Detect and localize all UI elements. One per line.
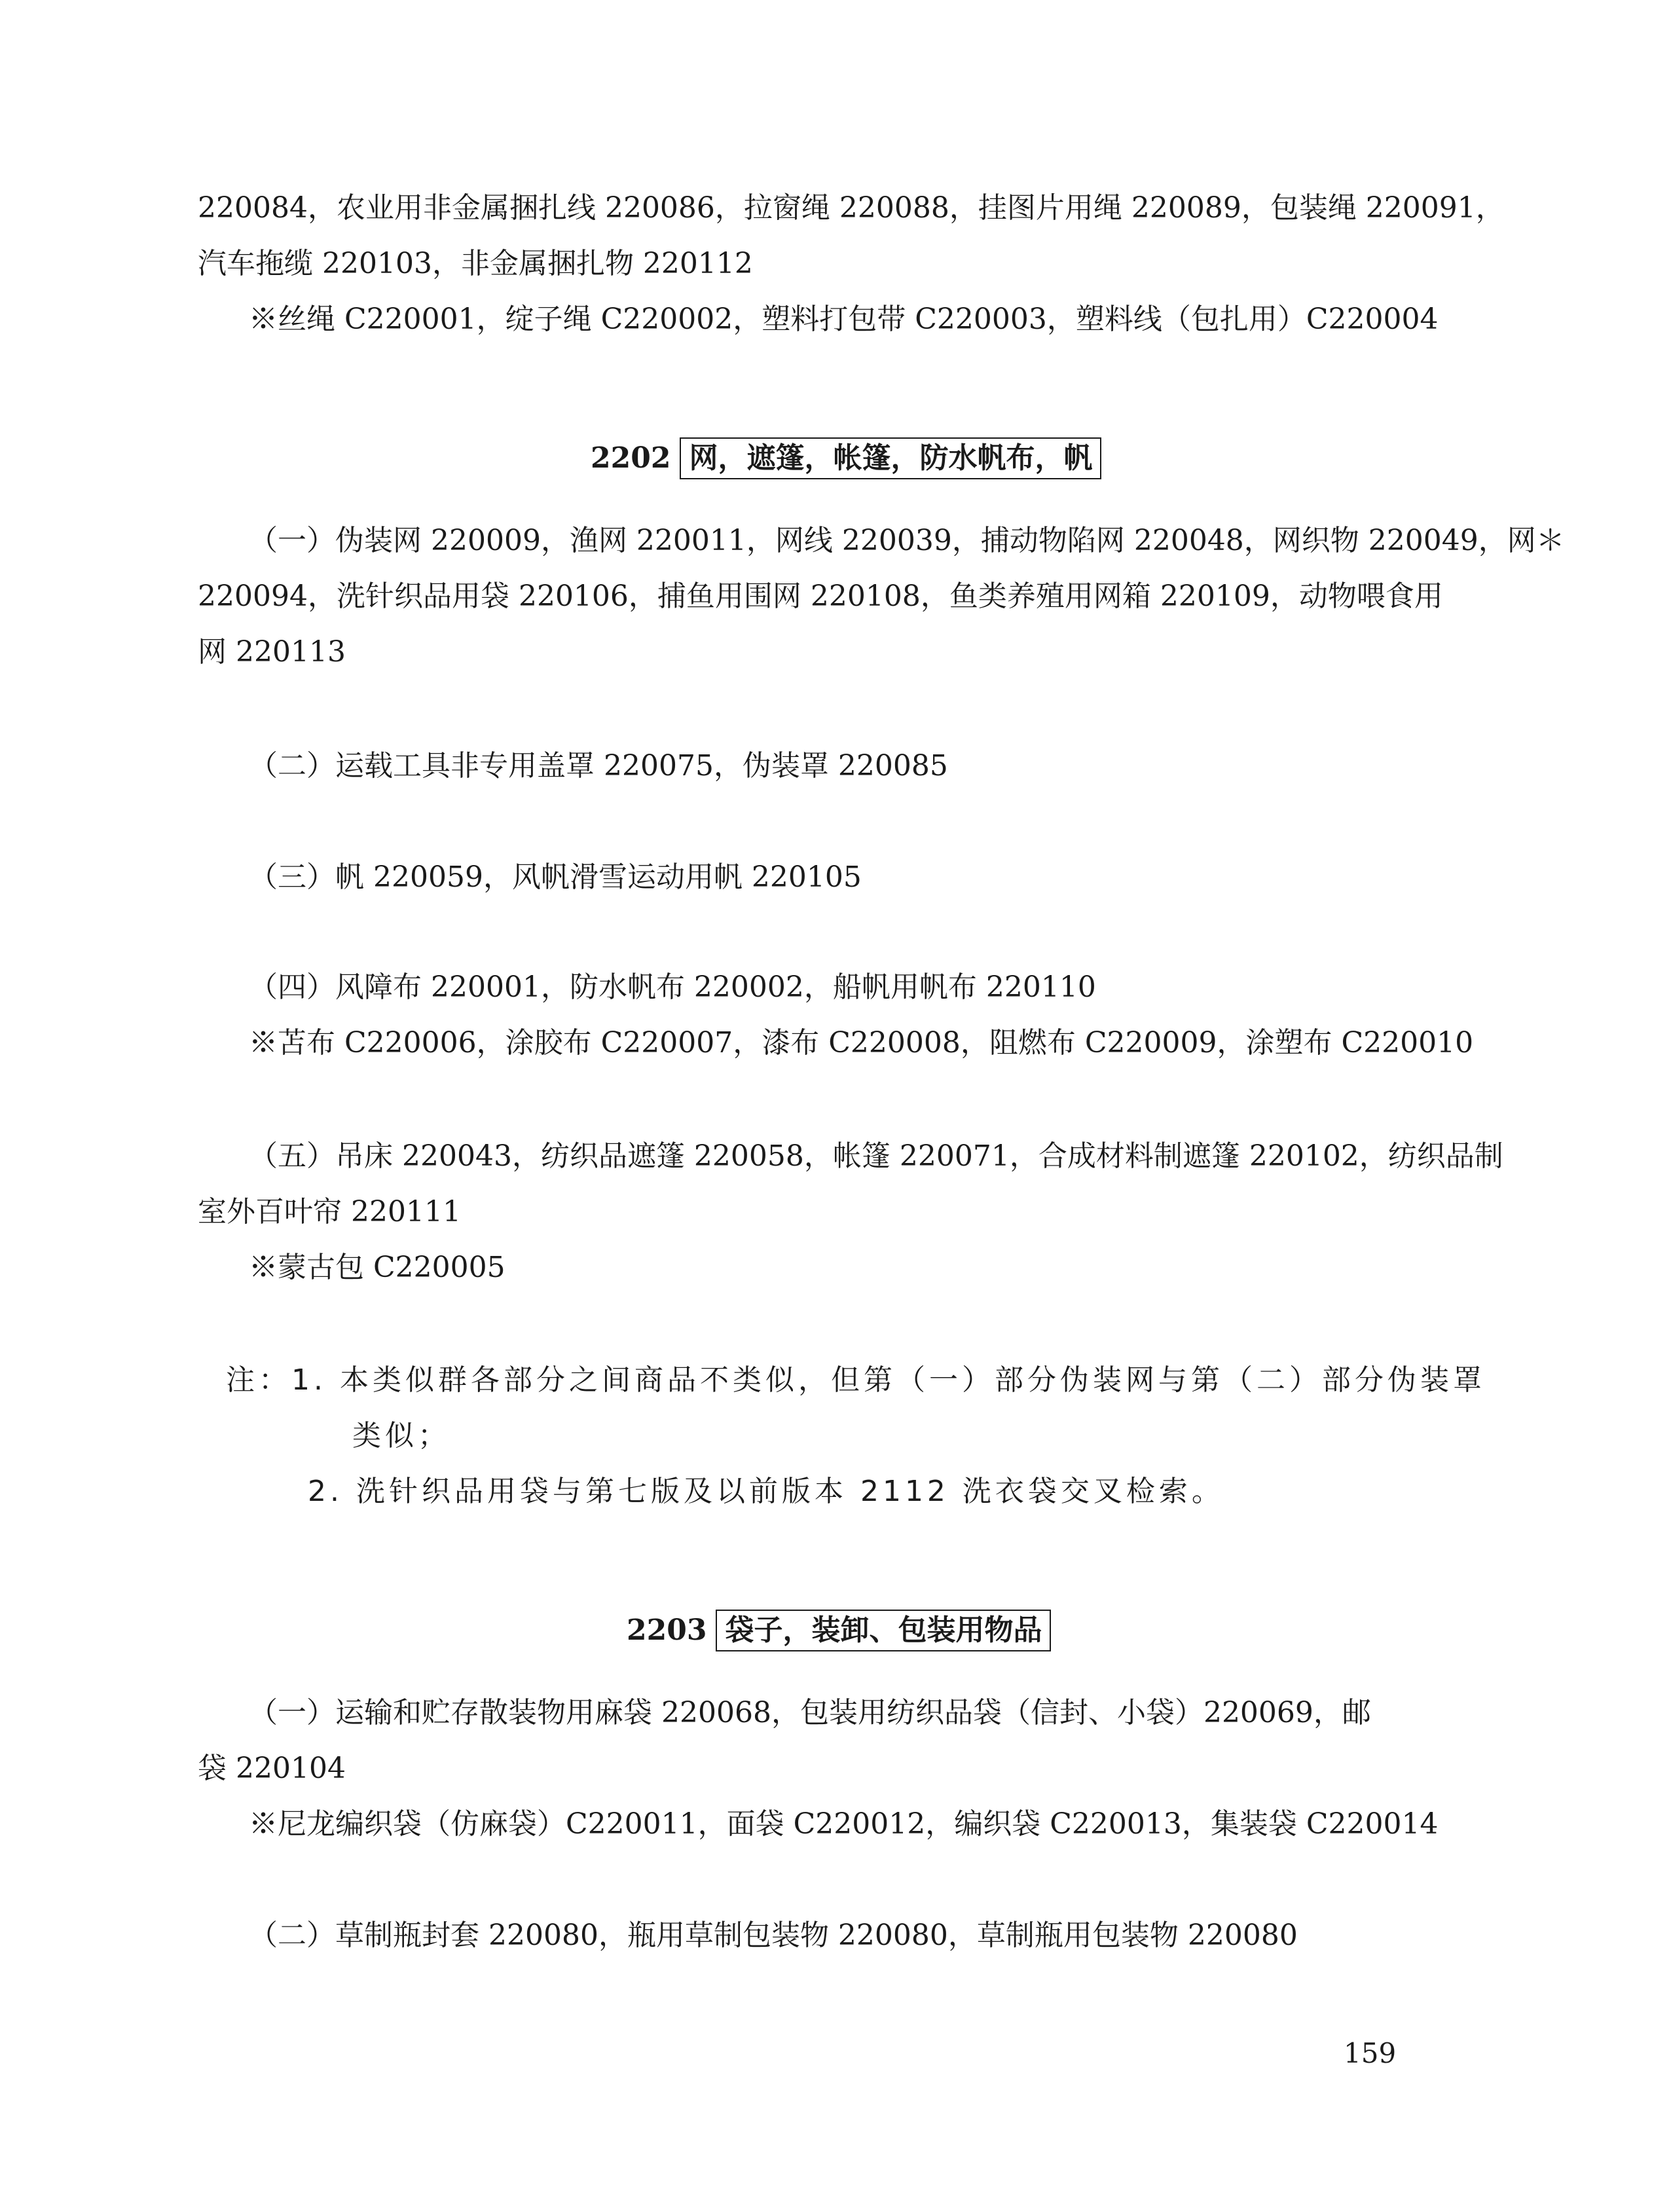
- heading-2203-code: 2203: [627, 1613, 707, 1647]
- 2202-part1-line-1: （一）伪装网 220009，渔网 220011，网线 220039，捕动物陷网 220048，网织物 220049，网＊: [249, 524, 1565, 557]
- heading-2202-code: 2202: [591, 441, 671, 475]
- continuation-c-note: ※丝绳 C220001，绽子绳 C220002，塑料打包带 C220003，塑料线（包扎用）C220004: [249, 303, 1439, 336]
- 2203-part1-c-note: ※尼龙编织袋（仿麻袋）C220011，面袋 C220012，编织袋 C220013，集装袋 C220014: [249, 1807, 1439, 1841]
- 2202-part5-line-2: 室外百叶帘 220111: [198, 1195, 461, 1228]
- 2202-part4: （四）风障布 220001，防水帆布 220002，船帆用帆布 220110: [249, 970, 1096, 1004]
- continuation-line-2: 汽车拖缆 220103，非金属捆扎物 220112: [198, 247, 753, 280]
- 2202-part4-c-note: ※苫布 C220006，涂胶布 C220007，漆布 C220008，阻燃布 C220009，涂塑布 C220010: [249, 1026, 1474, 1060]
- 2203-part1-line-1: （一）运输和贮存散装物用麻袋 220068，包装用纺织品袋（信封、小袋）220069，邮: [249, 1696, 1371, 1729]
- heading-2203-title: 袋子，装卸、包装用物品: [716, 1610, 1051, 1651]
- page-number: 159: [1344, 2037, 1397, 2069]
- heading-2202-title: 网，遮篷，帐篷，防水帆布，帆: [680, 437, 1101, 479]
- 2202-part5-c-note: ※蒙古包 C220005: [249, 1251, 505, 1284]
- heading-2202: [591, 437, 1101, 479]
- heading-2203: [627, 1610, 1051, 1651]
- 2202-note-1-line-2: 类似；: [352, 1419, 450, 1452]
- 2202-part5-line-1: （五）吊床 220043，纺织品遮篷 220058，帐篷 220071，合成材料制遮篷 220102，纺织品制: [249, 1139, 1503, 1173]
- 2202-part1-line-3: 网 220113: [198, 635, 346, 669]
- 2202-note-1-line-1: 注：1. 本类似群各部分之间商品不类似，但第（一）部分伪装网与第（二）部分伪装罩: [226, 1363, 1486, 1397]
- 2202-part1-line-2: 220094，洗针织品用袋 220106，捕鱼用围网 220108，鱼类养殖用网箱 220109，动物喂食用: [198, 580, 1443, 613]
- 2202-part2: （二）运载工具非专用盖罩 220075，伪装罩 220085: [249, 749, 948, 783]
- 2202-note-2: 2. 洗针织品用袋与第七版及以前版本 2112 洗衣袋交叉检索。: [308, 1475, 1224, 1508]
- continuation-line-1: 220084，农业用非金属捆扎线 220086，拉窗绳 220088，挂图片用绳 220089，包装绳 220091，: [198, 191, 1505, 225]
- 2203-part2: （二）草制瓶封套 220080，瓶用草制包装物 220080，草制瓶用包装物 220080: [249, 1919, 1298, 1952]
- 2202-part3: （三）帆 220059，风帆滑雪运动用帆 220105: [249, 860, 862, 894]
- 2203-part1-line-2: 袋 220104: [198, 1752, 346, 1785]
